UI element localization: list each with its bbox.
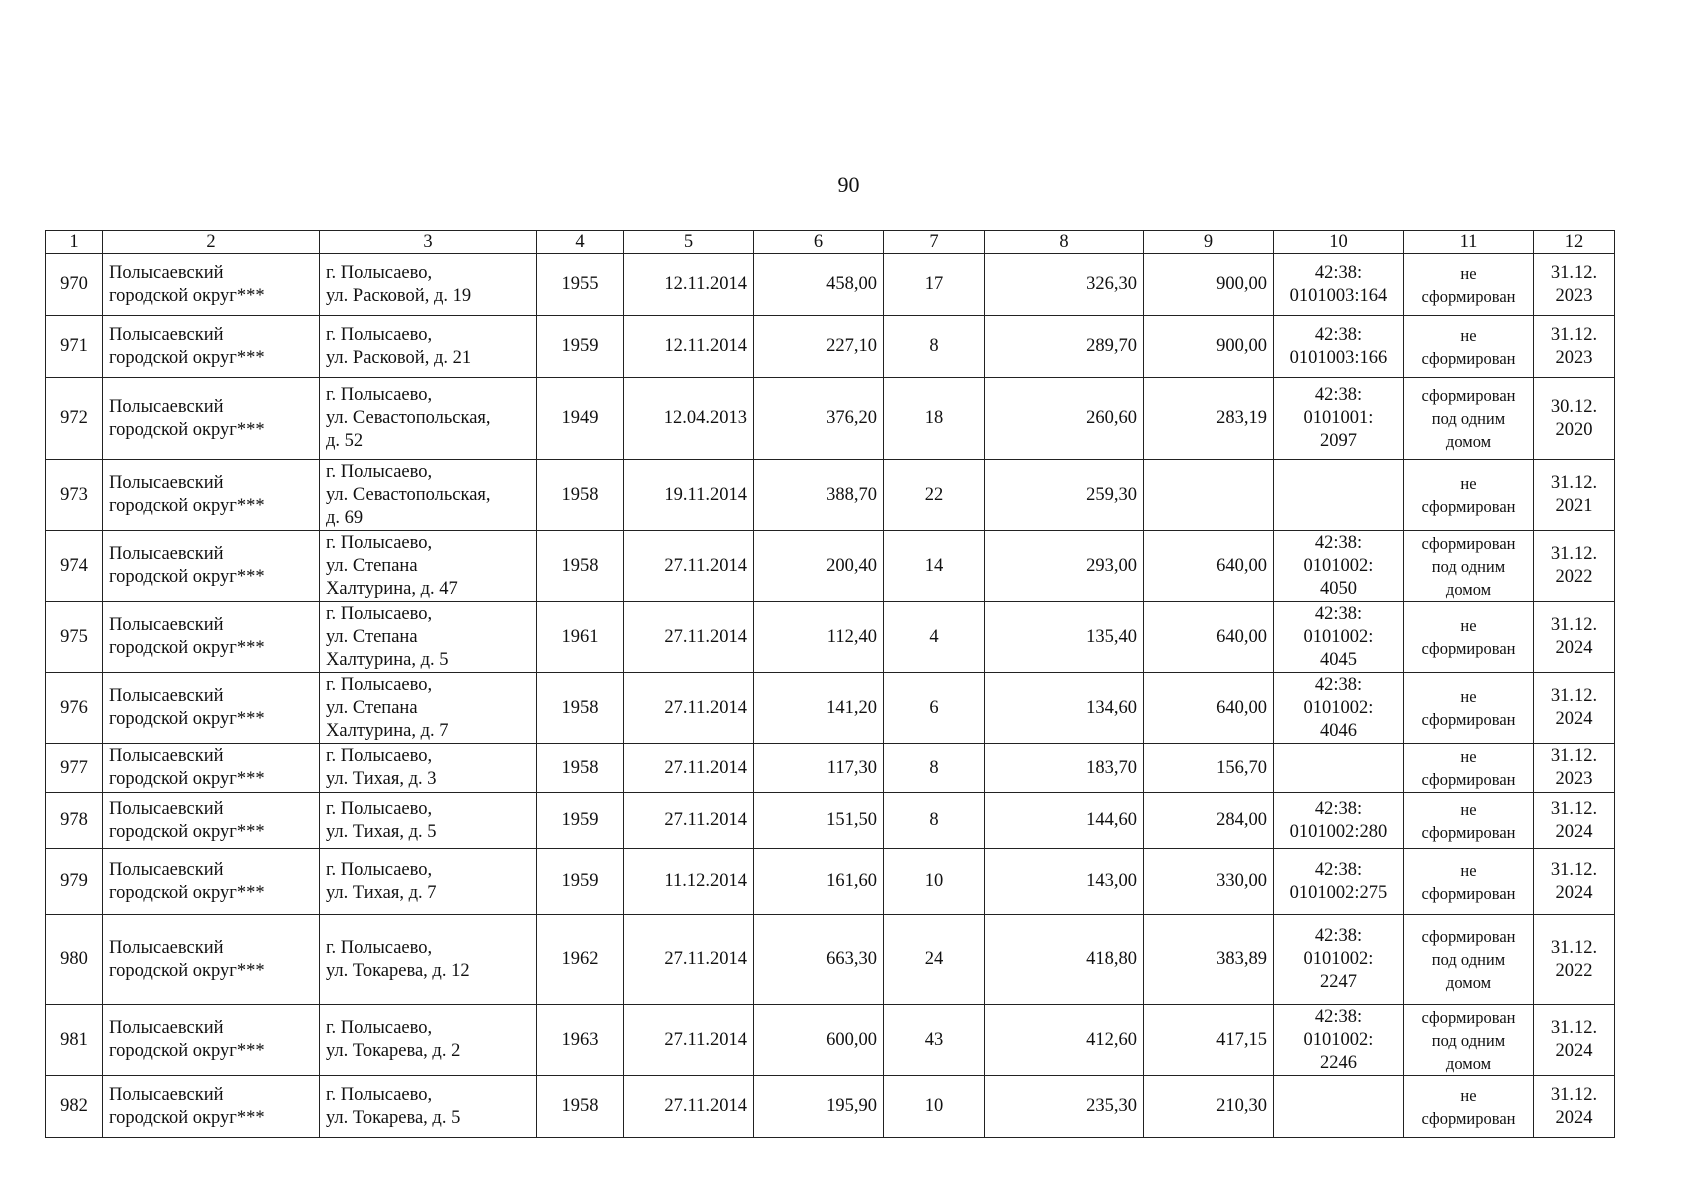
deadline-cell: 31.12. 2022 <box>1534 915 1615 1005</box>
total-area-cell: 112,40 <box>754 602 884 673</box>
district-cell: Полысаевский городской округ*** <box>103 1005 320 1076</box>
year-built-cell: 1958 <box>537 1076 624 1138</box>
deadline-cell: 31.12. 2024 <box>1534 1076 1615 1138</box>
residents-count-cell: 17 <box>884 254 985 316</box>
land-plot-status-cell: не сформирован <box>1404 254 1534 316</box>
living-area-cell: 293,00 <box>985 531 1144 602</box>
total-area-cell: 195,90 <box>754 1076 884 1138</box>
year-built-cell: 1959 <box>537 316 624 378</box>
cadastral-number-cell: 42:38: 0101002:275 <box>1274 849 1404 915</box>
district-cell: Полысаевский городской округ*** <box>103 602 320 673</box>
land-plot-status-cell: не сформирован <box>1404 602 1534 673</box>
land-plot-status-cell: сформирован под одним домом <box>1404 1005 1534 1076</box>
column-header: 1 <box>46 231 103 254</box>
inspection-date-cell: 27.11.2014 <box>624 1005 754 1076</box>
living-area-cell: 418,80 <box>985 915 1144 1005</box>
cadastral-number-cell: 42:38: 0101002: 4046 <box>1274 673 1404 744</box>
row-number-cell: 977 <box>46 744 103 793</box>
inspection-date-cell: 27.11.2014 <box>624 531 754 602</box>
land-plot-status-cell: не сформирован <box>1404 793 1534 849</box>
deadline-cell: 31.12. 2021 <box>1534 460 1615 531</box>
column-header: 11 <box>1404 231 1534 254</box>
total-area-cell: 200,40 <box>754 531 884 602</box>
row-number-cell: 972 <box>46 378 103 460</box>
land-plot-status-cell: не сформирован <box>1404 1076 1534 1138</box>
table-row <box>46 793 1615 849</box>
address-cell: г. Полысаево, ул. Севастопольская, д. 52 <box>320 378 537 460</box>
total-area-cell: 151,50 <box>754 793 884 849</box>
table-row <box>46 744 1615 793</box>
year-built-cell: 1963 <box>537 1005 624 1076</box>
land-plot-status-cell: сформирован под одним домом <box>1404 531 1534 602</box>
inspection-date-cell: 27.11.2014 <box>624 915 754 1005</box>
district-cell: Полысаевский городской округ*** <box>103 793 320 849</box>
year-built-cell: 1958 <box>537 531 624 602</box>
column-header: 4 <box>537 231 624 254</box>
column-header: 9 <box>1144 231 1274 254</box>
district-cell: Полысаевский городской округ*** <box>103 915 320 1005</box>
row-number-cell: 980 <box>46 915 103 1005</box>
land-area-cell: 330,00 <box>1144 849 1274 915</box>
row-number-cell: 971 <box>46 316 103 378</box>
district-cell: Полысаевский городской округ*** <box>103 254 320 316</box>
row-number-cell: 976 <box>46 673 103 744</box>
residents-count-cell: 8 <box>884 316 985 378</box>
row-number-cell: 981 <box>46 1005 103 1076</box>
residents-count-cell: 8 <box>884 793 985 849</box>
inspection-date-cell: 27.11.2014 <box>624 744 754 793</box>
living-area-cell: 143,00 <box>985 849 1144 915</box>
living-area-cell: 144,60 <box>985 793 1144 849</box>
district-cell: Полысаевский городской округ*** <box>103 531 320 602</box>
year-built-cell: 1959 <box>537 793 624 849</box>
total-area-cell: 388,70 <box>754 460 884 531</box>
deadline-cell: 31.12. 2024 <box>1534 673 1615 744</box>
table-row <box>46 460 1615 531</box>
inspection-date-cell: 27.11.2014 <box>624 673 754 744</box>
year-built-cell: 1958 <box>537 460 624 531</box>
deadline-cell: 31.12. 2024 <box>1534 1005 1615 1076</box>
total-area-cell: 227,10 <box>754 316 884 378</box>
land-area-cell: 417,15 <box>1144 1005 1274 1076</box>
column-header: 5 <box>624 231 754 254</box>
address-cell: г. Полысаево, ул. Расковой, д. 19 <box>320 254 537 316</box>
address-cell: г. Полысаево, ул. Тихая, д. 3 <box>320 744 537 793</box>
year-built-cell: 1955 <box>537 254 624 316</box>
inspection-date-cell: 12.11.2014 <box>624 316 754 378</box>
cadastral-number-cell: 42:38: 0101002: 2247 <box>1274 915 1404 1005</box>
row-number-cell: 970 <box>46 254 103 316</box>
total-area-cell: 458,00 <box>754 254 884 316</box>
total-area-cell: 376,20 <box>754 378 884 460</box>
land-area-cell: 210,30 <box>1144 1076 1274 1138</box>
land-plot-status-cell: не сформирован <box>1404 460 1534 531</box>
deadline-cell: 31.12. 2023 <box>1534 316 1615 378</box>
inspection-date-cell: 27.11.2014 <box>624 1076 754 1138</box>
deadline-cell: 30.12. 2020 <box>1534 378 1615 460</box>
district-cell: Полысаевский городской округ*** <box>103 460 320 531</box>
land-area-cell <box>1144 460 1274 531</box>
table-row <box>46 1005 1615 1076</box>
row-number-cell: 982 <box>46 1076 103 1138</box>
table-row <box>46 673 1615 744</box>
total-area-cell: 117,30 <box>754 744 884 793</box>
inspection-date-cell: 27.11.2014 <box>624 793 754 849</box>
district-cell: Полысаевский городской округ*** <box>103 673 320 744</box>
land-area-cell: 640,00 <box>1144 602 1274 673</box>
land-area-cell: 900,00 <box>1144 316 1274 378</box>
total-area-cell: 141,20 <box>754 673 884 744</box>
land-area-cell: 383,89 <box>1144 915 1274 1005</box>
land-plot-status-cell: сформирован под одним домом <box>1404 915 1534 1005</box>
district-cell: Полысаевский городской округ*** <box>103 378 320 460</box>
residents-count-cell: 10 <box>884 1076 985 1138</box>
land-area-cell: 156,70 <box>1144 744 1274 793</box>
deadline-cell: 31.12. 2024 <box>1534 849 1615 915</box>
housing-register-table <box>45 230 1615 1138</box>
table-row <box>46 1076 1615 1138</box>
address-cell: г. Полысаево, ул. Токарева, д. 2 <box>320 1005 537 1076</box>
address-cell: г. Полысаево, ул. Степана Халтурина, д. 5 <box>320 602 537 673</box>
living-area-cell: 134,60 <box>985 673 1144 744</box>
year-built-cell: 1961 <box>537 602 624 673</box>
total-area-cell: 663,30 <box>754 915 884 1005</box>
district-cell: Полысаевский городской округ*** <box>103 1076 320 1138</box>
address-cell: г. Полысаево, ул. Расковой, д. 21 <box>320 316 537 378</box>
district-cell: Полысаевский городской округ*** <box>103 316 320 378</box>
column-header: 2 <box>103 231 320 254</box>
residents-count-cell: 14 <box>884 531 985 602</box>
address-cell: г. Полысаево, ул. Тихая, д. 7 <box>320 849 537 915</box>
residents-count-cell: 4 <box>884 602 985 673</box>
table-row <box>46 254 1615 316</box>
living-area-cell: 260,60 <box>985 378 1144 460</box>
living-area-cell: 183,70 <box>985 744 1144 793</box>
deadline-cell: 31.12. 2023 <box>1534 254 1615 316</box>
cadastral-number-cell <box>1274 1076 1404 1138</box>
table-row <box>46 316 1615 378</box>
page-number: 90 <box>837 172 860 197</box>
row-number-cell: 978 <box>46 793 103 849</box>
year-built-cell: 1958 <box>537 744 624 793</box>
row-number-cell: 973 <box>46 460 103 531</box>
column-header: 12 <box>1534 231 1615 254</box>
cadastral-number-cell <box>1274 460 1404 531</box>
table-row <box>46 378 1615 460</box>
living-area-cell: 235,30 <box>985 1076 1144 1138</box>
cadastral-number-cell: 42:38: 0101001: 2097 <box>1274 378 1404 460</box>
inspection-date-cell: 12.04.2013 <box>624 378 754 460</box>
living-area-cell: 259,30 <box>985 460 1144 531</box>
deadline-cell: 31.12. 2022 <box>1534 531 1615 602</box>
district-cell: Полысаевский городской округ*** <box>103 744 320 793</box>
residents-count-cell: 24 <box>884 915 985 1005</box>
column-header: 3 <box>320 231 537 254</box>
inspection-date-cell: 19.11.2014 <box>624 460 754 531</box>
land-area-cell: 900,00 <box>1144 254 1274 316</box>
column-number-row <box>46 231 1615 254</box>
inspection-date-cell: 12.11.2014 <box>624 254 754 316</box>
address-cell: г. Полысаево, ул. Севастопольская, д. 69 <box>320 460 537 531</box>
column-header: 8 <box>985 231 1144 254</box>
land-area-cell: 640,00 <box>1144 531 1274 602</box>
year-built-cell: 1959 <box>537 849 624 915</box>
land-plot-status-cell: сформирован под одним домом <box>1404 378 1534 460</box>
land-plot-status-cell: не сформирован <box>1404 849 1534 915</box>
row-number-cell: 974 <box>46 531 103 602</box>
cadastral-number-cell: 42:38: 0101002:280 <box>1274 793 1404 849</box>
deadline-cell: 31.12. 2024 <box>1534 793 1615 849</box>
deadline-cell: 31.12. 2024 <box>1534 602 1615 673</box>
deadline-cell: 31.12. 2023 <box>1534 744 1615 793</box>
land-area-cell: 284,00 <box>1144 793 1274 849</box>
table-body <box>46 254 1615 1138</box>
cadastral-number-cell: 42:38: 0101002: 4045 <box>1274 602 1404 673</box>
year-built-cell: 1962 <box>537 915 624 1005</box>
column-header: 7 <box>884 231 985 254</box>
residents-count-cell: 8 <box>884 744 985 793</box>
land-plot-status-cell: не сформирован <box>1404 673 1534 744</box>
cadastral-number-cell: 42:38: 0101003:166 <box>1274 316 1404 378</box>
residents-count-cell: 43 <box>884 1005 985 1076</box>
living-area-cell: 326,30 <box>985 254 1144 316</box>
living-area-cell: 135,40 <box>985 602 1144 673</box>
cadastral-number-cell: 42:38: 0101003:164 <box>1274 254 1404 316</box>
total-area-cell: 600,00 <box>754 1005 884 1076</box>
residents-count-cell: 18 <box>884 378 985 460</box>
living-area-cell: 289,70 <box>985 316 1144 378</box>
row-number-cell: 979 <box>46 849 103 915</box>
table-row <box>46 849 1615 915</box>
land-plot-status-cell: не сформирован <box>1404 316 1534 378</box>
address-cell: г. Полысаево, ул. Степана Халтурина, д. 7 <box>320 673 537 744</box>
land-area-cell: 640,00 <box>1144 673 1274 744</box>
cadastral-number-cell <box>1274 744 1404 793</box>
district-cell: Полысаевский городской округ*** <box>103 849 320 915</box>
cadastral-number-cell: 42:38: 0101002: 4050 <box>1274 531 1404 602</box>
total-area-cell: 161,60 <box>754 849 884 915</box>
inspection-date-cell: 11.12.2014 <box>624 849 754 915</box>
land-plot-status-cell: не сформирован <box>1404 744 1534 793</box>
residents-count-cell: 22 <box>884 460 985 531</box>
land-area-cell: 283,19 <box>1144 378 1274 460</box>
address-cell: г. Полысаево, ул. Токарева, д. 12 <box>320 915 537 1005</box>
living-area-cell: 412,60 <box>985 1005 1144 1076</box>
year-built-cell: 1958 <box>537 673 624 744</box>
address-cell: г. Полысаево, ул. Тихая, д. 5 <box>320 793 537 849</box>
column-header: 6 <box>754 231 884 254</box>
year-built-cell: 1949 <box>537 378 624 460</box>
residents-count-cell: 6 <box>884 673 985 744</box>
address-cell: г. Полысаево, ул. Степана Халтурина, д. 47 <box>320 531 537 602</box>
column-header: 10 <box>1274 231 1404 254</box>
inspection-date-cell: 27.11.2014 <box>624 602 754 673</box>
residents-count-cell: 10 <box>884 849 985 915</box>
table-row <box>46 602 1615 673</box>
table-row <box>46 915 1615 1005</box>
row-number-cell: 975 <box>46 602 103 673</box>
cadastral-number-cell: 42:38: 0101002: 2246 <box>1274 1005 1404 1076</box>
address-cell: г. Полысаево, ул. Токарева, д. 5 <box>320 1076 537 1138</box>
table-row <box>46 531 1615 602</box>
